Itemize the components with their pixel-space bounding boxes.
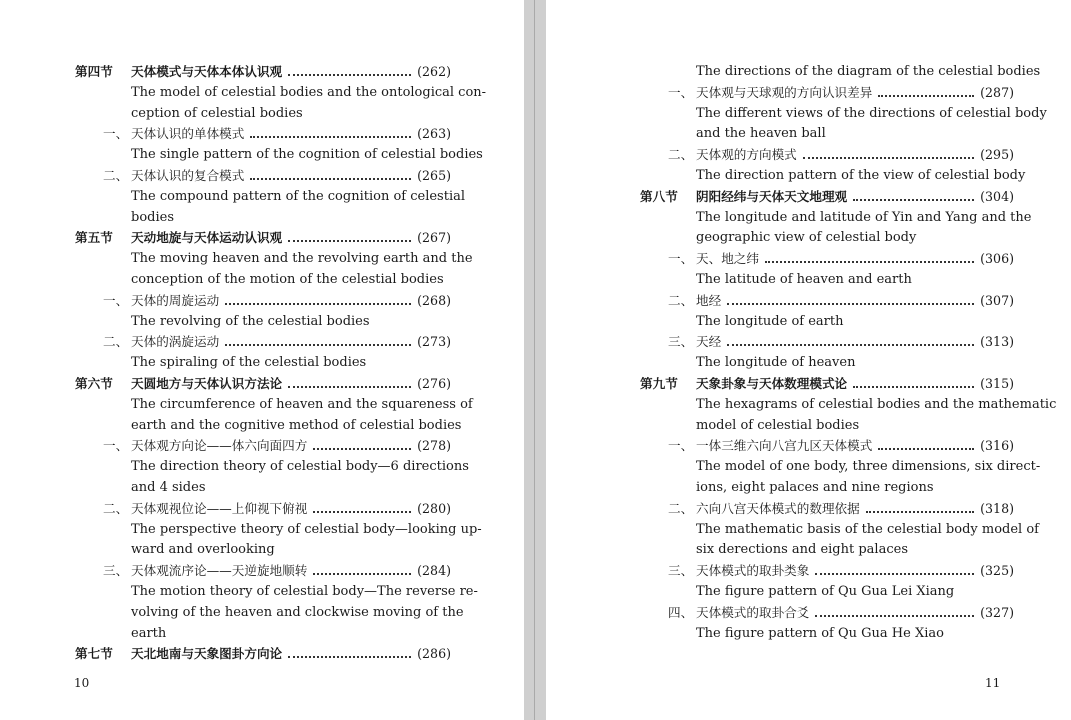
toc-english-line: The circumference of heaven and the squareness of	[131, 396, 473, 412]
toc-subsection-entry	[668, 500, 1014, 517]
entry-title: 六向八宫天体模式的数理依据	[696, 500, 860, 516]
toc-english-line: The single pattern of the cognition of celestial bodies	[131, 147, 483, 163]
toc-english-line: The revolving of the celestial bodies	[131, 313, 370, 329]
dot-leader	[727, 303, 974, 305]
dot-leader	[815, 573, 974, 575]
entry-title: 天北地南与天象图卦方向论	[131, 646, 283, 662]
dot-leader	[878, 95, 974, 97]
dot-leader	[250, 136, 411, 138]
toc-english-line: The mathematic basis of the celestial body model of	[696, 521, 1039, 537]
toc-english-line: and the heaven ball	[696, 126, 826, 142]
entry-title: 天体观与天球观的方向认识差异	[696, 84, 873, 100]
page-reference: (327)	[980, 604, 1014, 620]
subsection-number: 二、	[668, 147, 694, 163]
dot-leader	[250, 178, 411, 180]
toc-subsection-entry	[668, 563, 1014, 579]
entry-title: 天体模式与天体本体认识观	[131, 64, 283, 79]
section-number: 第七节	[75, 646, 113, 662]
subsection-number: 二、	[668, 500, 694, 516]
page-reference: (306)	[980, 251, 1014, 267]
page-reference: (307)	[980, 292, 1014, 308]
toc-english-line: The compound pattern of the cognition of celestial	[131, 188, 466, 204]
page-reference: (318)	[980, 500, 1014, 516]
entry-title: 天经	[696, 334, 722, 350]
subsection-number: 三、	[668, 563, 694, 579]
entry-title: 地经	[696, 292, 722, 308]
dot-leader	[313, 511, 411, 513]
toc-english-line: The model of celestial bodies and the ontological con-	[131, 84, 487, 100]
dot-leader	[853, 386, 974, 388]
toc-english-line: The motion theory of celestial body—The reverse re-	[131, 584, 478, 599]
entry-title: 天体观的方向模式	[696, 147, 797, 163]
toc-english-line: six derections and eight palaces	[696, 542, 908, 558]
page-reference: (315)	[980, 376, 1014, 391]
entry-title: 天象卦象与天体数理模式论	[696, 376, 848, 391]
toc-english-line: The directions of the diagram of the celestial bodies	[696, 64, 1041, 79]
page-reference: (262)	[417, 64, 451, 79]
left-page	[0, 0, 524, 720]
toc-subsection-entry	[668, 84, 1014, 101]
entry-title: 天体观方向论——体六向面四方	[131, 438, 308, 454]
page-reference: (286)	[417, 646, 451, 662]
page-reference: (313)	[980, 334, 1014, 350]
toc-section-entry	[640, 188, 1014, 205]
subsection-number: 二、	[668, 292, 694, 308]
toc-section-entry	[640, 376, 1014, 392]
subsection-number: 三、	[668, 334, 694, 350]
subsection-number: 一、	[668, 251, 694, 267]
entry-title: 天圆地方与天体认识方法论	[131, 376, 283, 391]
toc-english-line: The figure pattern of Qu Gua He Xiao	[696, 625, 944, 641]
toc-english-line: The longitude and latitude of Yin and Yang and the	[696, 209, 1032, 225]
page-reference: (265)	[417, 168, 451, 183]
dot-leader	[313, 573, 411, 575]
toc-english-line: The figure pattern of Qu Gua Lei Xiang	[696, 584, 955, 599]
toc-english-line: The perspective theory of celestial body—looking up-	[131, 521, 482, 537]
page-reference: (268)	[417, 292, 451, 308]
subsection-number: 一、	[103, 292, 129, 308]
toc-section-entry	[75, 646, 451, 662]
page-reference: (295)	[980, 147, 1014, 163]
toc-english-line: ception of celestial bodies	[131, 105, 303, 121]
subsection-number: 三、	[103, 563, 129, 579]
toc-subsection-entry	[103, 292, 451, 309]
section-number: 第九节	[640, 376, 678, 391]
page-reference: (287)	[980, 84, 1014, 100]
subsection-number: 二、	[103, 168, 129, 183]
entry-title: 天、地之纬	[696, 251, 759, 267]
dot-leader	[765, 261, 974, 263]
toc-subsection-entry	[668, 292, 1014, 309]
subsection-number: 二、	[103, 334, 129, 350]
toc-english-line: The longitude of heaven	[696, 355, 856, 371]
dot-leader	[313, 448, 411, 450]
toc-section-entry	[75, 230, 451, 246]
entry-title: 一体三维六向八宫九区天体模式	[696, 438, 873, 454]
dot-leader	[288, 386, 411, 388]
page-reference: (316)	[980, 438, 1014, 454]
subsection-number: 四、	[668, 604, 694, 620]
page-reference: (325)	[980, 563, 1014, 579]
toc-english-line: The direction pattern of the view of celestial body	[696, 168, 1026, 183]
toc-subsection-entry	[103, 563, 451, 579]
toc-english-line: conception of the motion of the celestial bodies	[131, 272, 444, 287]
toc-english-line: The hexagrams of celestial bodies and the mathematic	[696, 396, 1057, 412]
dot-leader	[288, 240, 411, 242]
entry-title: 天体模式的取卦类象	[696, 563, 810, 579]
dot-leader	[815, 615, 974, 617]
toc-section-entry	[75, 64, 451, 80]
subsection-number: 一、	[668, 84, 694, 100]
toc-subsection-entry	[103, 438, 451, 454]
entry-title: 天体认识的单体模式	[131, 126, 245, 142]
toc-english-line: model of celestial bodies	[696, 417, 860, 433]
section-number: 第六节	[75, 376, 113, 391]
right-page	[546, 0, 1071, 720]
toc-subsection-entry	[103, 334, 451, 350]
dot-leader	[866, 511, 974, 513]
dot-leader	[225, 344, 411, 346]
section-number: 第五节	[75, 230, 113, 246]
toc-english-line: earth and the cognitive method of celestial bodies	[131, 417, 462, 433]
toc-subsection-entry	[668, 251, 1014, 267]
dot-leader	[853, 199, 974, 201]
toc-section-entry	[75, 376, 451, 392]
subsection-number: 一、	[103, 126, 129, 142]
toc-subsection-entry	[103, 126, 451, 142]
entry-title: 天体观视位论——上仰视下俯视	[131, 500, 308, 516]
entry-title: 天体观流序论——天逆旋地顺转	[131, 563, 308, 579]
toc-subsection-entry	[103, 500, 451, 517]
page-reference: (280)	[417, 500, 451, 516]
toc-subsection-entry	[668, 334, 1014, 350]
page-reference: (304)	[980, 188, 1014, 204]
toc-english-line: geographic view of celestial body	[696, 230, 917, 246]
toc-english-line: earth	[131, 625, 167, 641]
entry-title: 天体模式的取卦合爻	[696, 604, 810, 620]
page-reference: (284)	[417, 563, 451, 579]
toc-subsection-entry	[668, 147, 1014, 163]
entry-title: 天动地旋与天体运动认识观	[131, 230, 283, 246]
toc-subsection-entry	[668, 604, 1014, 621]
entry-title: 阴阳经纬与天体天文地理观	[696, 188, 848, 204]
entry-title: 天体的周旋运动	[131, 292, 220, 308]
page-number: 10	[74, 676, 90, 690]
section-number: 第四节	[75, 64, 113, 79]
toc-subsection-entry	[103, 168, 451, 184]
subsection-number: 一、	[103, 438, 129, 454]
toc-english-line: The moving heaven and the revolving earth and the	[131, 251, 473, 267]
dot-leader	[288, 74, 411, 76]
toc-english-line: The model of one body, three dimensions, six direct-	[696, 459, 1041, 475]
entry-title: 天体认识的复合模式	[131, 168, 245, 183]
toc-english-line: The different views of the directions of celestial body	[696, 105, 1047, 121]
entry-title: 天体的涡旋运动	[131, 334, 220, 350]
dot-leader	[225, 303, 411, 305]
toc-english-line: volving of the heaven and clockwise moving of the	[131, 604, 464, 620]
toc-english-line: and 4 sides	[131, 480, 206, 495]
dot-leader	[727, 344, 974, 346]
toc-english-line: ward and overlooking	[131, 542, 275, 558]
page-reference: (273)	[417, 334, 451, 350]
page-gutter	[524, 0, 546, 720]
dot-leader	[288, 656, 411, 658]
toc-english-line: The latitude of heaven and earth	[696, 272, 912, 287]
subsection-number: 一、	[668, 438, 694, 454]
page-number: 11	[985, 676, 1001, 690]
toc-english-line: The direction theory of celestial body—6 directions	[131, 459, 469, 475]
page-reference: (276)	[417, 376, 451, 391]
toc-english-line: bodies	[131, 209, 174, 225]
gutter-line	[534, 0, 535, 720]
toc-subsection-entry	[668, 438, 1014, 454]
subsection-number: 二、	[103, 500, 129, 516]
dot-leader	[803, 157, 974, 159]
section-number: 第八节	[640, 188, 678, 204]
page-reference: (263)	[417, 126, 451, 142]
toc-english-line: ions, eight palaces and nine regions	[696, 480, 934, 495]
toc-english-line: The spiraling of the celestial bodies	[131, 355, 367, 371]
dot-leader	[878, 448, 974, 450]
page-reference: (267)	[417, 230, 451, 246]
page-reference: (278)	[417, 438, 451, 454]
toc-english-line: The longitude of earth	[696, 313, 844, 329]
